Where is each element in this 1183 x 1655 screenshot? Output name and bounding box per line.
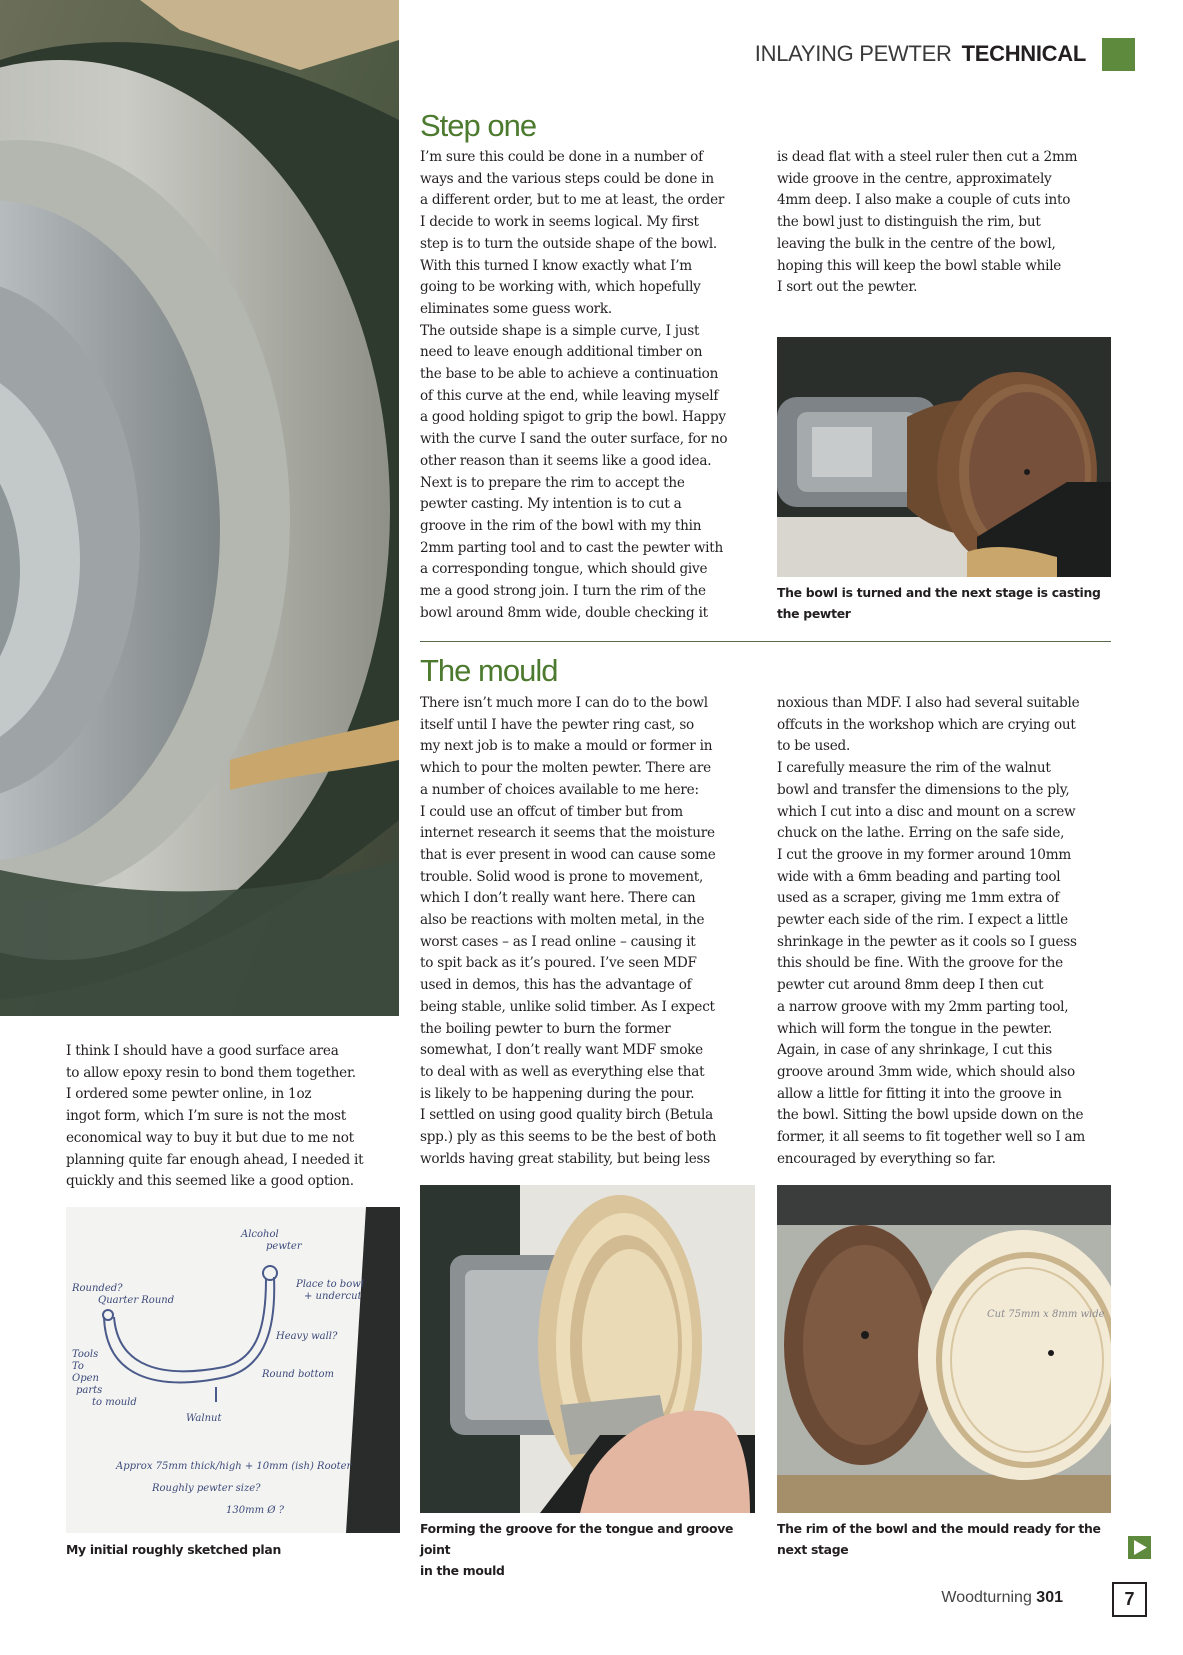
page-number: 7 [1112,1582,1147,1617]
bowl-on-lathe-caption: The bowl is turned and the next stage is casting the pewter [777,585,1101,621]
svg-text:130mm Ø ?: 130mm Ø ? [226,1505,284,1516]
forming-groove-photo [420,1185,755,1513]
svg-text:Roughly pewter size?: Roughly pewter size? [152,1483,261,1494]
svg-text:Quarter Round: Quarter Round [98,1295,175,1306]
footer-magazine [941,1589,1063,1607]
mould-column-1: There isn’t much more I can do to the bowl itself until I have the pewter ring cast, so my next job is to make a mould or former in which to pour the molten pewter. There are a number of choices available to me here: I could use an offcut of timber but from internet research it seems that the moisture that is ever present in wood can cause some trouble. Solid wood is prone to movement, which I don’t really want here. There can also be reactions with molten metal, in the worst cases – as I read online – causing it to spit back as it’s poured. I’ve seen MDF used in demos, this has the advantage of being stable, unlike solid timber. As I expect the boiling pewter to burn the former somewhat, I don’t really want MDF smoke to deal with as well as everything else that is likely to be happening during the pour. I settled on using good quality birch (Betula spp.) ply as this seems to be the best of both worlds having great stability, but being less [420,695,717,1167]
header-label: INLAYING PEWTER [754,41,952,66]
rim-and-mould-caption: The rim of the bowl and the mould ready for the next stage [777,1521,1101,1557]
footer-issue: 301 [1036,1589,1063,1606]
step-one-heading: Step one [420,108,537,143]
svg-text:pewter: pewter [266,1241,302,1252]
left-column-text: I think I should have a good surface area to allow epoxy resin to bond them together. I ordered some pewter online, in 1oz ingot form, which I’m sure is not the most economical way to buy it but due to me not planning quite far enough ahead, I needed it quickly and this seemed like a good option. [66,1043,364,1190]
svg-text:+ undercut: + undercut [304,1291,362,1302]
svg-text:Alcohol: Alcohol [241,1229,279,1240]
svg-text:Walnut: Walnut [186,1413,222,1424]
svg-text:Open: Open [72,1373,99,1384]
rim-and-mould-photo [777,1185,1111,1513]
svg-text:Round bottom: Round bottom [262,1369,334,1380]
header-section: TECHNICAL [961,41,1086,66]
running-header [755,34,1135,74]
mould-heading: The mould [420,653,558,688]
svg-text:Place to bowl: Place to bowl [296,1279,364,1290]
hero-lathe-photo [0,0,399,1016]
section-divider [420,641,1111,642]
svg-text:Heavy wall?: Heavy wall? [276,1331,338,1342]
sketch-photo [66,1207,400,1533]
svg-text:Tools: Tools [72,1349,99,1360]
svg-text:Approx 75mm thick/high + 10mm: Approx 75mm thick/high + 10mm (ish) Rooter [116,1461,352,1472]
header-accent-square [1102,38,1135,71]
step-one-column-2: is dead flat with a steel ruler then cut a 2mm wide groove in the centre, approximately 4mm deep. I also make a couple of cuts into the bowl just to distinguish the rim, but leaving the bulk in the centre of the bowl, hoping this will keep the bowl stable while I sort out the pewter. [777,149,1078,296]
svg-text:to mould: to mould [92,1397,137,1408]
step-one-column-1: I’m sure this could be done in a number of ways and the various steps could be done in a different order, but to me at least, the order I decide to work in seems logical. My first step is to turn the outside shape of the bowl. With this turned I know exactly what I’m going to be working with, which hopefully eliminates some guess work. The outside shape is a simple curve, I just need to leave enough additional timber on the base to be able to achieve a continuation of this curve at the end, while leaving myself a good holding spigot to grip the bowl. Happy with the curve I sand the outer surface, for no other reason than it seems like a good idea. Next is to prepare the rim to accept the pewter casting. My intention is to cut a groove in the rim of the bowl with my thin 2mm parting tool and to cast the pewter with a corresponding tongue, which should give me a good strong join. I turn the rim of the bowl around 8mm wide, double checking it [420,149,728,621]
mould-handwritten-note: Cut 75mm x 8mm wide [987,1309,1105,1320]
svg-text:To: To [72,1361,84,1372]
forming-groove-caption: Forming the groove for the tongue and groove joint in the mould [420,1521,734,1578]
mould-column-2: noxious than MDF. I also had several suitable offcuts in the workshop which are crying out to be used. I carefully measure the rim of the walnut bowl and transfer the dimensions to the ply, which I cut into a disc and mount on a screw chuck on the lathe. Erring on the safe side, I cut the groove in my former around 10mm wide with a 6mm beading and parting tool used as a scraper, giving me 1mm extra of pewter each side of the rim. I expect a little shrinkage in the pewter as it cools so I guess this should be fine. With the groove for the pewter cut around 8mm deep I then cut a narrow groove with my 2mm parting tool, which will form the tongue in the pewter. Again, in case of any shrinkage, I cut this groove around 3mm wide, which should also allow a little for fitting it into the groove in the bowl. Sitting the bowl upside down on the former, it all seems to fit together well so I am encouraged by everything so far. [777,695,1086,1167]
svg-text:Rounded?: Rounded? [72,1283,123,1294]
svg-text:parts: parts [76,1385,103,1396]
bowl-on-lathe-photo [777,337,1111,577]
next-arrow-icon [1128,1536,1151,1559]
footer-magazine-name: Woodturning [941,1589,1032,1606]
sketch-caption: My initial roughly sketched plan [66,1542,281,1557]
